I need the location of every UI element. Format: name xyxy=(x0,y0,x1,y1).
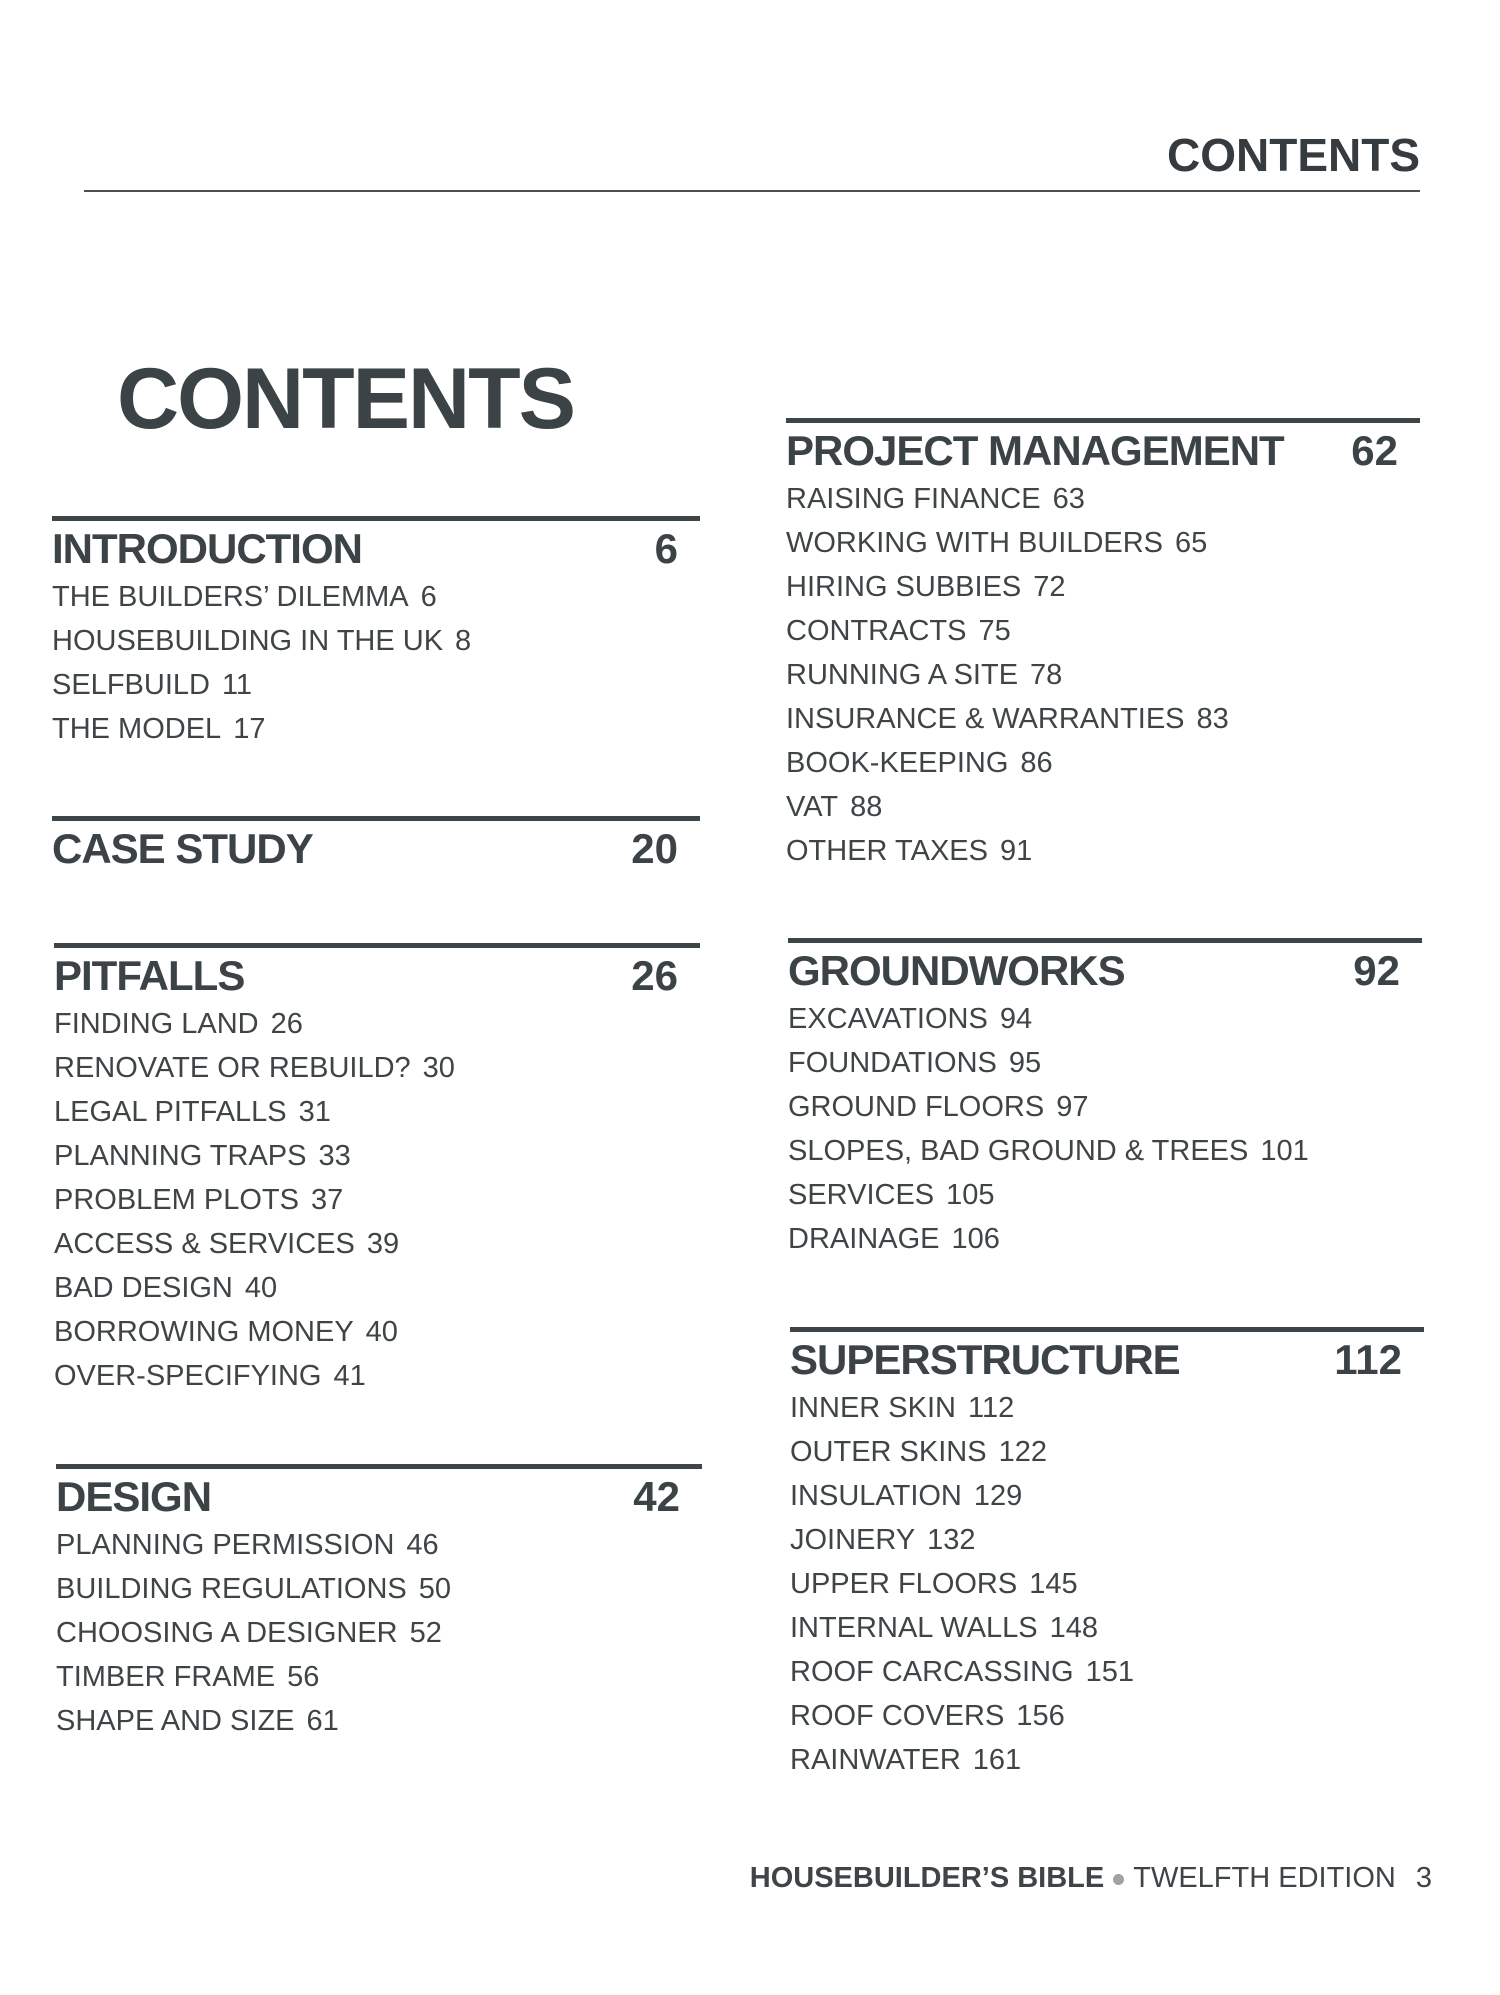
entry-page: 88 xyxy=(850,791,883,823)
entry-page: 75 xyxy=(978,615,1011,647)
entry-label: RENOVATE OR REBUILD? xyxy=(54,1052,411,1084)
entry-page: 161 xyxy=(972,1744,1022,1776)
toc-entry xyxy=(790,1386,1424,1430)
entry-label: OVER-SPECIFYING xyxy=(54,1360,322,1392)
toc-entry xyxy=(790,1738,1424,1782)
toc-entry xyxy=(56,1567,702,1611)
section-title: CASE STUDY xyxy=(52,825,313,872)
section-project-management xyxy=(786,418,1420,873)
entry-page: 46 xyxy=(406,1529,439,1561)
toc-entry xyxy=(790,1650,1424,1694)
entry-page: 129 xyxy=(973,1480,1023,1512)
toc-entry xyxy=(788,1217,1422,1261)
entry-page: 52 xyxy=(409,1617,442,1649)
entry-label: BUILDING REGULATIONS xyxy=(56,1573,407,1605)
toc-entry xyxy=(790,1606,1424,1650)
entry-label: HOUSEBUILDING IN THE UK xyxy=(52,625,444,657)
section-title: PROJECT MANAGEMENT xyxy=(786,427,1284,474)
entry-label: INSULATION xyxy=(790,1480,962,1512)
entry-label: ACCESS & SERVICES xyxy=(54,1228,355,1260)
entry-page: 56 xyxy=(287,1661,320,1693)
entry-page: 11 xyxy=(221,669,253,701)
entry-page: 40 xyxy=(244,1272,278,1304)
entry-label: THE MODEL xyxy=(52,713,222,745)
entry-page: 63 xyxy=(1052,483,1085,515)
entry-page: 148 xyxy=(1049,1612,1099,1644)
footer-edition: TWELFTH EDITION xyxy=(1133,1862,1396,1894)
entry-page: 86 xyxy=(1020,747,1053,779)
entry-label: ROOF COVERS xyxy=(790,1700,1005,1732)
entry-page: 41 xyxy=(333,1360,366,1392)
toc-entry xyxy=(788,997,1422,1041)
entry-page: 91 xyxy=(999,835,1033,867)
toc-entry xyxy=(54,1178,700,1222)
entry-page: 145 xyxy=(1029,1568,1078,1600)
entry-label: FINDING LAND xyxy=(54,1008,259,1040)
section-title: INTRODUCTION xyxy=(52,525,362,572)
toc-entry xyxy=(786,653,1420,697)
toc-entry xyxy=(790,1430,1424,1474)
entry-page: 31 xyxy=(298,1096,331,1128)
entry-page: 72 xyxy=(1033,571,1066,603)
entry-label: BORROWING MONEY xyxy=(54,1316,354,1348)
toc-entry xyxy=(54,1090,700,1134)
toc-entry xyxy=(786,785,1420,829)
toc-entry xyxy=(54,1134,700,1178)
footer-book-title: HOUSEBUILDER’S BIBLE xyxy=(749,1862,1105,1894)
section-page: 20 xyxy=(631,825,678,872)
entry-label: RUNNING A SITE xyxy=(786,659,1019,691)
entry-label: FOUNDATIONS xyxy=(788,1047,997,1079)
toc-entry xyxy=(786,521,1420,565)
entry-label: PLANNING TRAPS xyxy=(54,1140,307,1172)
entry-label: THE BUILDERS’ DILEMMA xyxy=(52,581,409,613)
bullet-dot-icon xyxy=(1113,1874,1124,1885)
entry-label: INSURANCE & WARRANTIES xyxy=(786,703,1185,735)
entry-label: UPPER FLOORS xyxy=(790,1568,1018,1600)
section-title: SUPERSTRUCTURE xyxy=(790,1336,1180,1383)
section-title: GROUNDWORKS xyxy=(788,947,1125,994)
entry-label: OTHER TAXES xyxy=(786,835,988,867)
header-rule xyxy=(84,190,1420,192)
entry-page: 106 xyxy=(951,1223,1000,1255)
entry-label: JOINERY xyxy=(790,1524,916,1556)
toc-entry xyxy=(56,1655,702,1699)
entry-label: BAD DESIGN xyxy=(54,1272,233,1304)
section-page: 112 xyxy=(1334,1336,1402,1383)
entry-label: GROUND FLOORS xyxy=(788,1091,1045,1123)
entry-list xyxy=(786,477,1420,873)
entry-label: INNER SKIN xyxy=(790,1392,956,1424)
toc-entry xyxy=(790,1562,1424,1606)
section-page: 6 xyxy=(654,525,678,572)
toc-entry xyxy=(790,1518,1424,1562)
entry-label: PROBLEM PLOTS xyxy=(54,1184,299,1216)
entry-page: 97 xyxy=(1056,1091,1089,1123)
entry-list xyxy=(54,1002,700,1398)
section-page: 92 xyxy=(1353,947,1400,994)
toc-entry xyxy=(54,1354,700,1398)
entry-label: RAISING FINANCE xyxy=(786,483,1041,515)
entry-page: 112 xyxy=(967,1392,1015,1424)
toc-entry xyxy=(52,575,700,619)
toc-entry xyxy=(788,1041,1422,1085)
section-case-study xyxy=(52,816,700,875)
toc-entry xyxy=(786,609,1420,653)
page-number: 3 xyxy=(1415,1862,1432,1894)
entry-page: 39 xyxy=(366,1228,400,1260)
entry-page: 8 xyxy=(455,625,472,657)
entry-label: LEGAL PITFALLS xyxy=(54,1096,287,1128)
section-page: 26 xyxy=(631,952,678,999)
entry-page: 132 xyxy=(927,1524,976,1556)
entry-page: 78 xyxy=(1030,659,1063,691)
entry-label: OUTER SKINS xyxy=(790,1436,987,1468)
toc-entry xyxy=(788,1129,1422,1173)
toc-entry xyxy=(786,697,1420,741)
entry-page: 101 xyxy=(1260,1135,1309,1167)
toc-entry xyxy=(54,1310,700,1354)
entry-page: 122 xyxy=(998,1436,1047,1468)
page-title: CONTENTS xyxy=(117,351,574,447)
entry-list xyxy=(56,1523,702,1743)
entry-label: SHAPE AND SIZE xyxy=(56,1705,295,1737)
toc-entry xyxy=(56,1699,702,1743)
toc-entry xyxy=(788,1085,1422,1129)
entry-page: 17 xyxy=(233,713,266,745)
page-footer xyxy=(600,1862,1432,1895)
entry-page: 151 xyxy=(1085,1656,1134,1688)
section-groundworks xyxy=(788,938,1422,1261)
toc-entry xyxy=(786,477,1420,521)
entry-page: 6 xyxy=(420,581,437,613)
entry-list xyxy=(788,997,1422,1261)
entry-label: BOOK-KEEPING xyxy=(786,747,1009,779)
entry-page: 30 xyxy=(422,1052,455,1084)
toc-entry xyxy=(786,565,1420,609)
section-page: 62 xyxy=(1351,427,1398,474)
entry-page: 37 xyxy=(310,1184,344,1216)
toc-entry xyxy=(56,1523,702,1567)
running-head: CONTENTS xyxy=(1167,129,1420,181)
section-design xyxy=(56,1464,702,1743)
entry-page: 33 xyxy=(318,1140,351,1172)
entry-list xyxy=(790,1386,1424,1782)
entry-label: ROOF CARCASSING xyxy=(790,1656,1074,1688)
entry-label: INTERNAL WALLS xyxy=(790,1612,1038,1644)
entry-label: DRAINAGE xyxy=(788,1223,940,1255)
toc-entry xyxy=(52,663,700,707)
toc-entry xyxy=(54,1046,700,1090)
entry-label: TIMBER FRAME xyxy=(56,1661,276,1693)
toc-entry xyxy=(52,619,700,663)
section-title: DESIGN xyxy=(56,1473,212,1520)
entry-label: HIRING SUBBIES xyxy=(786,571,1022,603)
toc-entry xyxy=(786,829,1420,873)
entry-page: 83 xyxy=(1196,703,1229,735)
entry-page: 26 xyxy=(270,1008,303,1040)
entry-list xyxy=(52,575,700,751)
entry-page: 105 xyxy=(946,1179,995,1211)
entry-label: CONTRACTS xyxy=(786,615,967,647)
entry-page: 50 xyxy=(418,1573,452,1605)
section-superstructure xyxy=(790,1327,1424,1782)
section-page: 42 xyxy=(633,1473,680,1520)
entry-page: 40 xyxy=(365,1316,398,1348)
toc-entry xyxy=(56,1611,702,1655)
entry-label: PLANNING PERMISSION xyxy=(56,1529,395,1561)
entry-page: 61 xyxy=(306,1705,339,1737)
entry-label: EXCAVATIONS xyxy=(788,1003,988,1035)
entry-page: 65 xyxy=(1175,527,1208,559)
entry-label: CHOOSING A DESIGNER xyxy=(56,1617,398,1649)
section-introduction xyxy=(52,516,700,751)
section-pitfalls xyxy=(54,943,700,1398)
entry-page: 156 xyxy=(1016,1700,1065,1732)
toc-entry xyxy=(52,707,700,751)
toc-entry xyxy=(54,1266,700,1310)
section-title: PITFALLS xyxy=(54,952,245,999)
entry-label: WORKING WITH BUILDERS xyxy=(786,527,1164,559)
toc-entry xyxy=(788,1173,1422,1217)
entry-label: SERVICES xyxy=(788,1179,935,1211)
toc-entry xyxy=(790,1474,1424,1518)
entry-label: RAINWATER xyxy=(790,1744,961,1776)
entry-page: 95 xyxy=(1008,1047,1042,1079)
toc-entry xyxy=(54,1002,700,1046)
entry-label: VAT xyxy=(786,791,839,823)
toc-entry xyxy=(790,1694,1424,1738)
entry-page: 94 xyxy=(999,1003,1033,1035)
entry-label: SLOPES, BAD GROUND & TREES xyxy=(788,1135,1249,1167)
toc-entry xyxy=(786,741,1420,785)
entry-label: SELFBUILD xyxy=(52,669,210,701)
toc-entry xyxy=(54,1222,700,1266)
